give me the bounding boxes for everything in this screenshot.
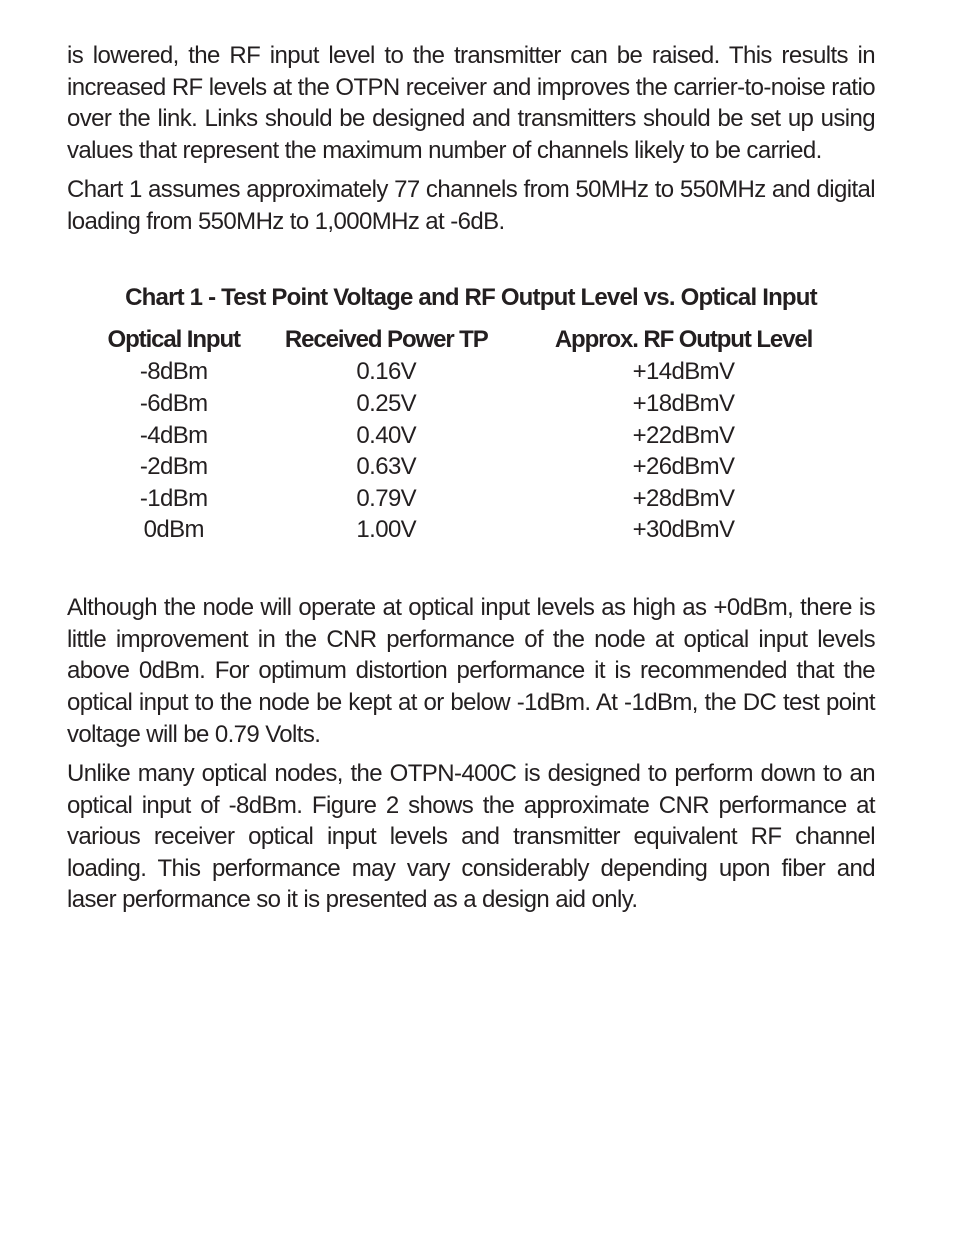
cell-rf-output: +28dBmV	[632, 484, 735, 512]
cell-received-power: 0.25V	[356, 389, 417, 417]
chart-title: Chart 1 - Test Point Voltage and RF Output Level vs. Optical Input	[125, 283, 817, 311]
cell-received-power: 0.40V	[356, 421, 417, 449]
table-row	[67, 388, 875, 420]
cell-received-power: 0.16V	[356, 358, 417, 386]
cell-received-power: 0.79V	[356, 484, 417, 512]
paragraph-cnr-performance: Unlike many optical nodes, the OTPN-400C is designed to perform down to an optical input of -8dBm. Figure 2 shows the approximate CNR performance at various receiver optical input levels and transmitter equivalent RF channel loading. This performance may vary considerably depending upon fiber and laser performance so it is presented as a design aid only.	[67, 760, 875, 914]
table-row	[67, 515, 875, 547]
chart-table	[67, 323, 875, 547]
cell-rf-output: +18dBmV	[632, 389, 735, 417]
header-received-power: Received Power TP	[284, 325, 488, 353]
paragraph-transmitter-levels: is lowered, the RF input level to the transmitter can be raised. This results in increased RF levels at the OTPN receiver and improves the carrier-to-noise ratio over the link. Links should be designed and transmitters should be set up using values that represent the maximum number of channels likely to be carried.	[67, 42, 875, 164]
table-row	[67, 451, 875, 483]
cell-rf-output: +30dBmV	[632, 516, 735, 544]
cell-optical-input: 0dBm	[143, 516, 204, 544]
table-row	[67, 420, 875, 452]
cell-optical-input: -2dBm	[139, 453, 208, 481]
header-optical-input: Optical Input	[107, 325, 240, 353]
cell-rf-output: +26dBmV	[632, 453, 735, 481]
table-row	[67, 357, 875, 389]
cell-rf-output: +22dBmV	[632, 421, 735, 449]
cell-received-power: 0.63V	[356, 453, 417, 481]
paragraph-chart-assumptions: Chart 1 assumes approximately 77 channels from 50MHz to 550MHz and digital loading from 550MHz to 1,000MHz at -6dB.	[67, 176, 875, 235]
document-page	[67, 40, 875, 924]
cell-optical-input: -4dBm	[139, 421, 208, 449]
table-row	[67, 483, 875, 515]
paragraph-optical-input-operation: Although the node will operate at optical input levels as high as +0dBm, there is little improvement in the CNR performance of the node at optical input levels above 0dBm. For optimum distortion performance it is recommended that the optical input to the node be kept at or below -1dBm. At -1dBm, the DC test point voltage will be 0.79 Volts.	[67, 594, 875, 748]
chart-header-row	[67, 323, 875, 357]
header-rf-output-level: Approx. RF Output Level	[554, 325, 813, 353]
cell-optical-input: -1dBm	[139, 484, 208, 512]
cell-optical-input: -8dBm	[139, 358, 208, 386]
cell-optical-input: -6dBm	[139, 389, 208, 417]
body-text-lower	[67, 592, 875, 916]
cell-rf-output: +14dBmV	[632, 358, 735, 386]
cell-received-power: 1.00V	[356, 516, 417, 544]
